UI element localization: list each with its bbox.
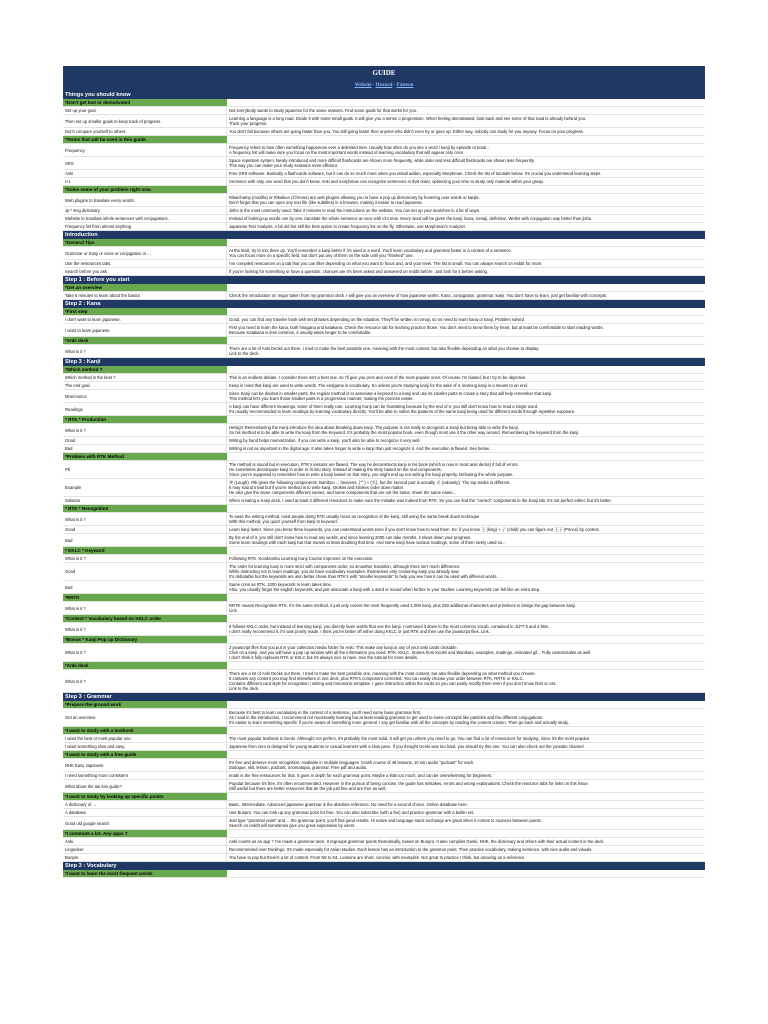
description-cell: Same cons as RTK, 2200 keywords to learn takes time. Also, you usually forget the english keywords, and just associate a kanji with a word or sound when further in your studies. Learning keywords can felt like an extra step. [229,582,541,592]
table-row [63,194,705,207]
table-row [63,424,705,437]
subsection-label: *General Tips [63,239,227,246]
description-cell: It's free and deserve more recognition. Available in multiple languages. Crash course of 48 lessons, 10 min audio "podcast" for each. Dialogue, skit, lesson, podcast, onomatopia, grammar. Free pdf and audio. [229,760,475,770]
topic-cell: Website to translate whole sentences with conjugations. [63,215,227,222]
subsection-empty-cell [227,136,705,143]
table-row [63,513,705,526]
topic-cell: What is it ? [63,513,227,525]
table-row [63,526,705,534]
subsection-row [63,830,705,838]
subsection-empty-cell [227,239,705,246]
description-cell: Japanese from zero is designed for young students or casual learners with a slow pace. If you thought Genki was too hard, you should try this one. You can also check out the youtube channel. [229,744,585,749]
subsection-row [63,594,705,602]
description-cell: To ease the writing method, most people doing RTK usually focus on recognition of the kanji, still using the same break down technique. With this method, you quizz yourself from kanji to keyword. [229,514,481,524]
subsection-row [63,636,705,644]
description-cell: There are a lot of Anki Decks out there. I tried to make the best possible one, meaning with the most content, but also flexible depending on what you choose to display. Link to the deck. [229,346,540,356]
subsection-label: *Bonus * Kanji Pop up Dictionary [63,636,227,643]
table-row [63,382,705,390]
table-row [63,292,705,300]
topic-cell: I want something slow and easy. [63,743,227,750]
topic-cell: Anki [63,170,227,177]
subsection-empty-cell [227,727,705,734]
topic-cell: A database [63,809,227,816]
description-cell: Frequency refers to how often something happenens over a delimited time. Usually how often do you see a word / kanji by episode or book... A frequency list will make sure you focus on the most important words instead of learning vocabulary that will appear only once. [229,145,490,155]
subsection-label: *Anki deck [63,662,227,669]
table-row [63,403,705,416]
topic-cell: Readings [63,403,227,415]
topic-cell: Good [63,563,227,580]
topic-cell: Then set up smaller goals to keep track of progress. [63,115,227,127]
topic-cell: I don't want to learn japanese. [63,316,227,323]
table-row [63,534,705,547]
topic-cell: Use the ressources tabs. [63,260,227,267]
table-row [63,759,705,772]
topic-cell: Take 5 minutes to learn about the basics [63,292,227,299]
description-cell: Learn kanji faster. Since you know three keywords, you can understand words even if you don't know how to read them. Ex: if you know 王 (king) + 子 (child) you can figure out 王子 (Prince) by context. [229,527,600,532]
subsection-row [63,136,705,144]
topic-cell: Which method is the best ? [63,374,227,381]
subsection-row [63,727,705,735]
section-header: Step 2 : Kana [63,300,705,308]
table-row [63,170,705,178]
subsection-empty-cell [227,186,705,193]
description-cell: Heisig's Remembering the Kanji introduce the idea about breaking down kanji. The purpose is not really to recognize a Kanji but being able to write the kanji. So his method is to be able to write the kanji from the Keyword. It's probably the most popular book, even though most use it the other way around. Remembering the keyword from the kanji. [229,425,580,435]
subsection-row [63,416,705,424]
subsection-label: *Get an overview [63,284,227,291]
topic-cell: What is it ? [63,602,227,614]
table-row [63,846,705,854]
description-cell: Popular because it's free, it's often recommended. However in the pursuit of being concise, the guide has mistakes, errors and wrong explanations. Check the resource tabs for links on this issue. Still useful but there are better resources that do the job just fine and are free as well. [229,781,589,791]
description-cell: The most popular textbook is Genki. Althought not perfect, it's probably the most solid. It will get you where you need to go. You can find a lot of ressources for studying, since it's the most popular [229,736,590,741]
description-cell: When creating a Kanji deck, I used at least 3 different resources to make sure the mistake was indeed from RTK. So you can find the "correct" components in the Kanji tab. It's not perfect either, but it's better. [229,498,612,503]
subsection-row [63,751,705,759]
subsection-row [63,366,705,374]
topic-cell: Frequency [63,144,227,156]
subsection-empty-cell [227,870,705,877]
table-row [63,345,705,358]
table-row [63,780,705,793]
description-cell: Learning a language is a long road. Divide it with some small goals. It will give you a sense o progression. When feeling demotivated, look back and see some of that road is already behind you. Track your progress. [229,116,587,126]
description-cell: There are a lot of Anki Decks out there. I tried to make the best possible one, meaning with the most content, but also flexible depending on what method you choose. It contains any content you may find elsewhere in one deck, plus RTK's component corrected. You can easily choose your order between RTK, RRTK or KKLC. Contains different card style for recognition / writing and mnemonic template. I gave instruction within the cards so you can easily modify them even if you don't know html or css. Link to the deck. [229,671,557,691]
subsection-row [63,99,705,107]
subsection-label: *I want to study by looking up specific points [63,793,227,800]
section-header: Step 3 : Vocabulary [63,862,705,870]
topic-cell: Search before you ask. [63,268,227,275]
description-cell: Space repetition system. Newly introduced and more difficult flashcards are shown more frequently, while older and less difficult flashcards are shown less frequently. This way you can make your study sessions more efficient. [229,158,535,168]
topic-cell: SRS [63,157,227,169]
subsection-empty-cell [227,615,705,622]
table-row [63,115,705,128]
topic-cell: Example [63,479,227,496]
table-row [63,374,705,382]
section-header: Introduction [63,231,705,239]
description-cell: Rikaichamp (mozilla) or Rikaikun (Chrome) are web plugins allowing you to have a pop up dictionnary by hovering over words or kanjis. Don't forget that you can open any text file (like subtitles) in a browser, making it easier to read japanese. [229,195,480,205]
subsection-empty-cell [227,337,705,344]
subsection-row [63,870,705,878]
subsection-label: *I want to learn the most frequent words [63,870,227,877]
description-cell: A kanji can have different meanings, some of them really rare. Learning Kanji can be frustrating because by the end of it, you still don't know how to read a single word. It's usually recommended to learn readings by learning vocabulary directly. You'll be able to notice the patterns of the same kanji being used for different words through repetitive exposure. [229,404,576,414]
description-cell: Check the introduction on Imgur taken from my grammar deck. I will give you an overview of how japanese works. Kana, conjugation, grammar, kanji. You don't have to learn, just get familiar with concepts. [229,293,608,298]
description-cell: First you need to learn the kana, both hiragana and katakana. Check the resource tab for learning practice those. You don't need to know them by heart, but at least be comfortable to start reading words. Because Katakana is less common, it usually takes longer to be comfortable. [229,325,604,335]
table-row [63,223,705,231]
subsection-empty-cell [227,453,705,460]
subsection-label: *First step [63,308,227,315]
table-row [63,743,705,751]
description-cell: Since Kanji can be divided in smaller parts, the regular method is to associate a keyword to a kanji and use its smaller parts to create a story that will help remember that kanji. This method let's you learn those smaller parts in a progressive manner, making the process easier. [229,391,553,401]
subsection-label: *I want to study with a free guide [63,751,227,758]
subsection-empty-cell [227,547,705,554]
table-row [63,268,705,276]
subsection-label: *RRTK [63,594,227,601]
section-header: Things you should know [63,91,705,99]
table-row [63,128,705,136]
subsection-empty-cell [227,701,705,708]
description-cell: Jisho is the most commonly used. Take 2 minutes to read the instructions on the website. You can set up your searches in a lot of ways. [229,208,481,213]
topic-cell: Set up your goal. [63,107,227,114]
table-row [63,735,705,743]
subsection-row [63,186,705,194]
description-cell: This is an endless debate. I consider there isn't a best one, so I'll give you pros and cons of the most popular ones. Of course I'm biased, but I try to be objective. [229,375,527,380]
subsection-label: *Problem with RTK Method [63,453,227,460]
table-row [63,497,705,505]
topic-cell: Bad [63,581,227,593]
subsection-empty-cell [227,662,705,669]
subsection-empty-cell [227,308,705,315]
topic-cell: Solution [63,497,227,504]
topic-cell: Bunpro [63,854,227,861]
description-cell: Recommended over Duolingo. It's made especially for Asian studies. Each lesson has an introduction to the grammar point. Then practice vocabulary, making sentence, with nice audio and visuals. [229,847,593,852]
subsection-label: *Solve some of your problem right now. [63,186,227,193]
topic-cell: Web plugins to translate every words. [63,194,227,206]
description-cell: RRTK means Recognition RTK. It's the same method, it just only covers the most frequently used 1,000 kanji, plus 250 additional characters and primitives to bridge the gap between kanji. Link. [229,603,577,613]
subsection-label: *Context * Vocabulary based on KKLC order [63,615,227,622]
topic-cell: What about the tae kim guide? [63,780,227,792]
subsection-empty-cell [227,793,705,800]
link-separator: - [393,83,396,88]
table-row [63,437,705,445]
table-row [63,772,705,780]
subsection-label: * RTK * Production [63,416,227,423]
topic-cell: What is it ? [63,644,227,661]
table-row [63,247,705,260]
table-row [63,107,705,115]
website-link[interactable]: Website [354,83,372,88]
topic-cell: Bad [63,534,227,546]
section-header: Step 3 : Kanji [63,358,705,366]
description-cell: Following RTK, Kondansha Learning Kanji Course improves on the execution. [229,556,374,561]
topic-cell: Jp * Eng dictionary [63,207,227,214]
subsection-label: * KKLC * Keyword [63,547,227,554]
topic-cell: Bad [63,445,227,452]
subsection-label: *Terms that will be used in this guide. [63,136,227,143]
description-cell: Writing is not as important in the digital age. It also takes longer to write a kanji than just recognize it. And the execution is flawed. See below. [229,446,490,451]
section-header: Step 1 : Before you start [63,276,705,284]
description-cell: The method is sound but in execution, RTK's lessons are flawed. The way he deconstructs kanji in his book (which is now in most anki decks) if full of errors. He sometimes decompose kanji in order to fit into story. Instead of making the story based on the real components. Since you're supposed to remember how to write a kanji based on that story, you might end up not writing the kanji properly. Defeating the whole purpose. [229,462,519,477]
subsection-empty-cell [227,505,705,512]
topic-cell: What is it ? [63,623,227,635]
description-cell: It follows KKLC order, but instead of learning kanji, you directly learn words that use the kanji. I narrowed it down to the most common vocab, contained in JLPT 5 and 4 lists. I don't really recommend it, it's was poorly made. I think you're better off either doing KKLC or just RTK and then use the javascript files. Link. [229,624,549,634]
table-row [63,817,705,830]
table-row [63,479,705,497]
description-cell: Sentence with only one word that you don't know. Anki and morphman can recognize sentences in that order, optimizing your time to study only material within your grasp. [229,179,545,184]
subsection-label: *Don't get lost or demotivated [63,99,227,106]
table-row [63,581,705,594]
subsection-row [63,793,705,801]
table-row [63,602,705,615]
topic-cell: NHK Easy Japanese [63,759,227,771]
subsection-row [63,662,705,670]
table-row [63,390,705,403]
description-cell: Basic, Intermediate, Advanced japanese grammar is the absolute reference. No need for a second choice. Online database here. [229,802,468,807]
subsection-row [63,453,705,461]
topic-cell: Anki. [63,838,227,845]
subsection-empty-cell [227,284,705,291]
topic-cell: Grammar or Kanji or voice or conjugation or ... [63,247,227,259]
subsection-label: * RTK * Recognition [63,505,227,512]
topic-cell: The end goal. [63,382,227,389]
table-row [63,215,705,223]
subsection-empty-cell [227,366,705,373]
topic-cell: Lingodeer [63,846,227,853]
table-row [63,461,705,479]
subsection-row [63,239,705,247]
table-row [63,801,705,809]
description-cell: You don't fail because others are going faster than you. You still going faster then anyone who didn't even try or gave up. Either way, nobody can study for you anyway. Focus on your progress. [229,129,584,134]
subsection-row [63,547,705,555]
guide-title: GUIDE [63,66,705,81]
subsection-empty-cell [227,99,705,106]
patreon-link[interactable]: Patreon [396,83,414,88]
topic-cell: What is it ? [63,345,227,357]
description-cell: 2 javascript files that you put in your collection.media folder for Anki. This make any kanji in any of your anki cards clickable. Click on a kanji, and you will have a pop up window with all the information you need. RTK, KKLC, Stories from Koohii and Wanikani, examples, readings, animated gif... Fully customizable as well. I don't think it fully replaces RTK or KKLC but it's always nice to have. See the tutorial for more details. [229,645,592,660]
table-row [63,838,705,846]
description-cell: Use Bunpro. You can look up any grammar point for free. You can also subscribe (with a fee) and practice grammar with a builtin srs. [229,810,475,815]
description-cell: Writing by hand helps memorization. If you can write a kanji, you'll also be able to recognize it very well. [229,438,421,443]
subsection-label: *Prepare the ground work [63,701,227,708]
description-cell: Anki counts as an app ? I've made a grammar deck. It regroups grammar points thematically, based on Bunpro. It also compiles Genki, NHK, the dictionary and others with their actual content in the deck. [229,839,605,844]
subsection-empty-cell [227,751,705,758]
guide-rows [63,91,705,878]
table-row [63,623,705,636]
description-cell: At the start, try to mix them up. You'll remember a kanji better if it's used in a word. You'll learn vocabulary and grammar better in a context of a sentence. You can focus more on a specific field, but don't put any of them on the side until you "finished" one. [229,248,512,258]
subsection-row [63,615,705,623]
table-row [63,207,705,215]
table-row [63,178,705,186]
description-cell: Not everybody wants to study japanese for the same reasons. Find some goals for that works for you. [229,108,418,113]
top-links [63,81,705,91]
table-row [63,555,705,563]
table-row [63,644,705,662]
description-cell: Imabi is the free ressources for that. It goes in depth for each grammar point. Maybe a little too much, and can be overwhelming for beginners. [229,773,493,778]
subsection-empty-cell [227,416,705,423]
topic-cell: I need something more consistent [63,772,227,779]
topic-cell: I want the best or most popular one. [63,735,227,742]
guide-sheet [63,66,705,878]
topic-cell: Pb [63,461,227,478]
subsection-empty-cell [227,594,705,601]
description-cell: By the end of it, you still don't know how to read any words, and since learning 2000 can take months, it slows down your progress. Some learn readings with each kanji but that means at least doubling that time. And some kanji have various readings, some of them rarely used so... [229,535,506,545]
description-cell: Because it's best to learn vocabulary in the context of a sentence, you'll need some basic grammar first. As I said in the introduction, I recommend not necessarily learning but at least reading grammar to get used to some concepts like particles and the different conjugations. It's easier to learn something specific if you're aware of something more general. I say get familiar with all the concepts by reading the content column. Then go back and actually study. [229,710,569,725]
table-row [63,809,705,817]
topic-cell: I want to learn japanese. [63,324,227,336]
description-cell: Just type "grammar point" and ... the grammar point, you'll find good results. Hi native and language stack exchange are great when it comes to nuances between points. Search on reddit will sometimes give you great exploration by users. [229,818,542,828]
description-cell: The order for learning kanji is more strict with components order, so smoother transition, although there isn't much difference. While instructing not to learn readings, you do have vocabulary examples, themselves only containing kanji you already saw. It's debatable but the keywords are also better chose than RTK's with "smaller keywords" to help you see how it can be used with different words. [229,564,498,579]
topic-cell: What is it ? [63,555,227,562]
description-cell: Instead of looking-up words one by one, translate the whole sentence at once with ichi.moe. Every word will be given the kanji, kana, romaji, definition. Works with conjugation way better than jisho. [229,216,593,221]
subsection-label: *Which method ? [63,366,227,373]
table-row [63,260,705,268]
subsection-row [63,308,705,316]
description-cell: 笑 (Laugh). Rtk gives the following components: Bamboo ... heavens. (⺮) + (夭), but the second part is actually 夭 (calamity). The top stroke is different. It may sound trivial but if you're method is to write kanji, strokes and strokes order does matter. He also give the same components different names, and some components that are not the same, share the same name... [229,480,511,495]
table-row [63,316,705,324]
topic-cell: i+1 [63,178,227,185]
description-cell: If you're looking for something or have a question, chances are it's been asked and answered on reddit before. Just look for it before asking. [229,269,489,274]
topic-cell: What is it ? [63,670,227,692]
topic-cell: A dictionary of ... [63,801,227,808]
topic-cell: Frequency list from almost anything [63,223,227,230]
subsection-row [63,701,705,709]
subsection-row [63,505,705,513]
topic-cell: Don't compare yourself to others. [63,128,227,135]
description-cell: Japanese Text Analysis. A bit old but still the best option to create frequency list on the fly. Otherwise, use Morphman's Analyzer. [229,224,466,229]
subsection-label: *I commute a lot. Any apps ? [63,830,227,837]
table-row [63,709,705,727]
description-cell: Free SRS software. Basically a flashcards software, but it can do so much more when you install addon, especially Morphman. Check the list of tutorials below. It's crucial you understand learning steps. [229,171,602,176]
table-row [63,445,705,453]
table-row [63,157,705,170]
discord-link[interactable]: Discord [375,83,393,88]
topic-cell: Good [63,437,227,444]
table-row [63,324,705,337]
topic-cell: Good old google search [63,817,227,829]
table-row [63,144,705,157]
subsection-empty-cell [227,830,705,837]
description-cell: You have to pay but there's a lot of content. From N5 to N1. Lessons are short, concise, with examples. Not great to practice I think, but amazing as a reference. [229,855,526,860]
topic-cell: Get an overview [63,709,227,726]
subsection-empty-cell [227,636,705,643]
table-row [63,854,705,862]
link-separator: - [372,83,375,88]
topic-cell: What is it ? [63,424,227,436]
subsection-row [63,337,705,345]
subsection-label: *I want to study with a textbook [63,727,227,734]
subsection-label: *Anki deck [63,337,227,344]
table-row [63,563,705,581]
table-row [63,670,705,693]
section-header: Step 3 : Grammar [63,693,705,701]
topic-cell: Mnemonics [63,390,227,402]
description-cell: I've compiled ressources on a tab that you can filter depending on what you want to focus and, and your level. The list is small. You can always search on reddit for more. [229,261,543,266]
topic-cell: Good [63,526,227,533]
description-cell: Good, you can find any traveler book with set phrases depending on the situation. They'll be written in romaji, so no need to learn kana or kanji. Problem solved. [229,317,526,322]
subsection-row [63,284,705,292]
description-cell: Keep in mind that kanji are used to write words. The endgame is vocabulary. So unless you're studying kanji for the sake of it, learning kanji is a means to an end. [229,383,529,388]
